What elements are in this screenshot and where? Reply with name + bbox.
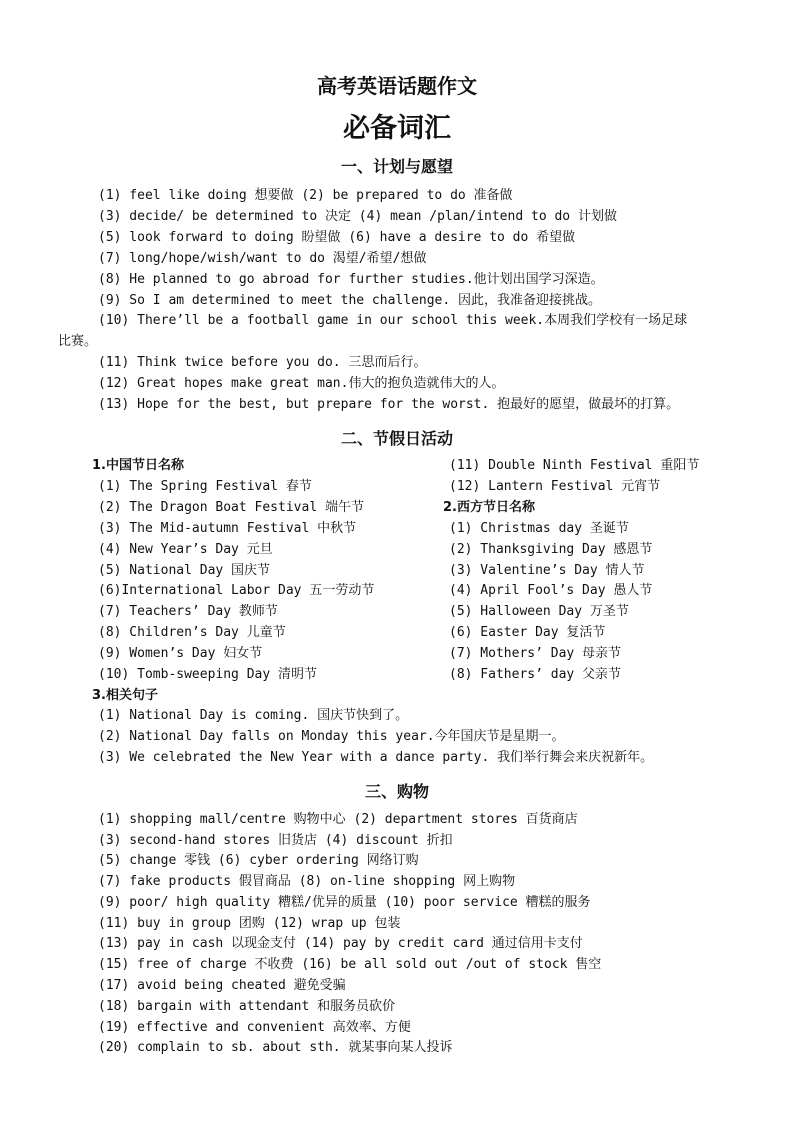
text-line: (7) long/hope/wish/want to do 渴望/希望/想做 xyxy=(98,251,427,266)
list-item: (11) Double Ninth Festival 重阳节 xyxy=(449,458,700,473)
text-line: (9) So I am determined to meet the challenge. 因此，我准备迎接挑战。 xyxy=(98,293,602,308)
list-item: (5) Halloween Day 万圣节 xyxy=(449,604,629,619)
text-line: (13) Hope for the best, but prepare for the worst. 抱最好的愿望，做最坏的打算。 xyxy=(98,397,680,412)
list-item: (3) The Mid-autumn Festival 中秋节 xyxy=(98,521,357,536)
subsection-heading: 1.中国节日名称 xyxy=(92,458,184,473)
text-line: (18) bargain with attendant 和服务员砍价 xyxy=(98,999,396,1014)
list-item: (3) Valentine’s Day 情人节 xyxy=(449,563,645,578)
list-item: (7) Teachers’ Day 教师节 xyxy=(98,604,278,619)
text-line: (7) fake products 假冒商品 (8) on-line shopping 网上购物 xyxy=(98,874,516,889)
subsection-heading: 2.西方节日名称 xyxy=(443,500,535,515)
list-item: (2) Thanksgiving Day 感恩节 xyxy=(449,542,653,557)
list-item: (10) Tomb-sweeping Day 清明节 xyxy=(98,667,318,682)
list-item: (4) New Year’s Day 元旦 xyxy=(98,542,273,557)
text-line: (10) There’ll be a football game in our school this week.本周我们学校有一场足球 xyxy=(98,313,688,328)
section-heading-shopping: 三、购物 xyxy=(364,782,429,801)
text-line: (11) buy in group 团购 (12) wrap up 包装 xyxy=(98,916,401,931)
text-line: (5) look forward to doing 盼望做 (6) have a desire to do 希望做 xyxy=(98,230,576,245)
list-item: (2) The Dragon Boat Festival 端午节 xyxy=(98,500,364,515)
list-item: (6)International Labor Day 五一劳动节 xyxy=(98,583,375,598)
section-heading-plans: 一、计划与愿望 xyxy=(340,157,453,176)
document-subtitle: 必备词汇 xyxy=(343,113,451,144)
text-line: (5) change 零钱 (6) cyber ordering 网络订购 xyxy=(98,853,419,868)
text-line: (8) He planned to go abroad for further studies.他计划出国学习深造。 xyxy=(98,272,604,287)
list-item: (12) Lantern Festival 元宵节 xyxy=(449,479,661,494)
text-line: (17) avoid being cheated 避免受骗 xyxy=(98,978,346,993)
list-item: (9) Women’s Day 妇女节 xyxy=(98,646,263,661)
text-line: (12) Great hopes make great man.伟大的抱负造就伟大的人。 xyxy=(98,376,505,391)
text-line: (1) National Day is coming. 国庆节快到了。 xyxy=(98,708,409,723)
text-line: (3) second-hand stores 旧货店 (4) discount 折扣 xyxy=(98,833,453,848)
list-item: (7) Mothers’ Day 母亲节 xyxy=(449,646,622,661)
subsection-heading: 3.相关句子 xyxy=(92,688,158,703)
text-line: (2) National Day falls on Monday this year.今年国庆节是星期一。 xyxy=(98,729,565,744)
text-line: (1) feel like doing 想要做 (2) be prepared to do 准备做 xyxy=(98,188,513,203)
text-line: (15) free of charge 不收费 (16) be all sold out /out of stock 售空 xyxy=(98,957,602,972)
list-item: (1) Christmas day 圣诞节 xyxy=(449,521,629,536)
text-line: (3) We celebrated the New Year with a dance party. 我们举行舞会来庆祝新年。 xyxy=(98,750,654,765)
section-heading-holidays: 二、节假日活动 xyxy=(340,429,453,448)
list-item: (8) Fathers’ day 父亲节 xyxy=(449,667,622,682)
text-line: (20) complain to sb. about sth. 就某事向某人投诉 xyxy=(98,1040,453,1055)
text-line: (3) decide/ be determined to 决定 (4) mean /plan/intend to do 计划做 xyxy=(98,209,617,224)
list-item: (8) Children’s Day 儿童节 xyxy=(98,625,286,640)
list-item: (5) National Day 国庆节 xyxy=(98,563,271,578)
list-item: (4) April Fool’s Day 愚人节 xyxy=(449,583,653,598)
list-item: (6) Easter Day 复活节 xyxy=(449,625,606,640)
text-line: (11) Think twice before you do. 三思而后行。 xyxy=(98,355,427,370)
text-line: (1) shopping mall/centre 购物中心 (2) department stores 百货商店 xyxy=(98,812,578,827)
text-line: (9) poor/ high quality 糟糕/优异的质量 (10) poor service 糟糕的服务 xyxy=(98,895,591,910)
text-line: (19) effective and convenient 高效率、方便 xyxy=(98,1020,411,1035)
document-title: 高考英语话题作文 xyxy=(317,74,477,98)
text-line: (13) pay in cash 以现金支付 (14) pay by credit card 通过信用卡支付 xyxy=(98,936,583,951)
list-item: (1) The Spring Festival 春节 xyxy=(98,479,312,494)
text-line: 比赛。 xyxy=(58,334,98,349)
